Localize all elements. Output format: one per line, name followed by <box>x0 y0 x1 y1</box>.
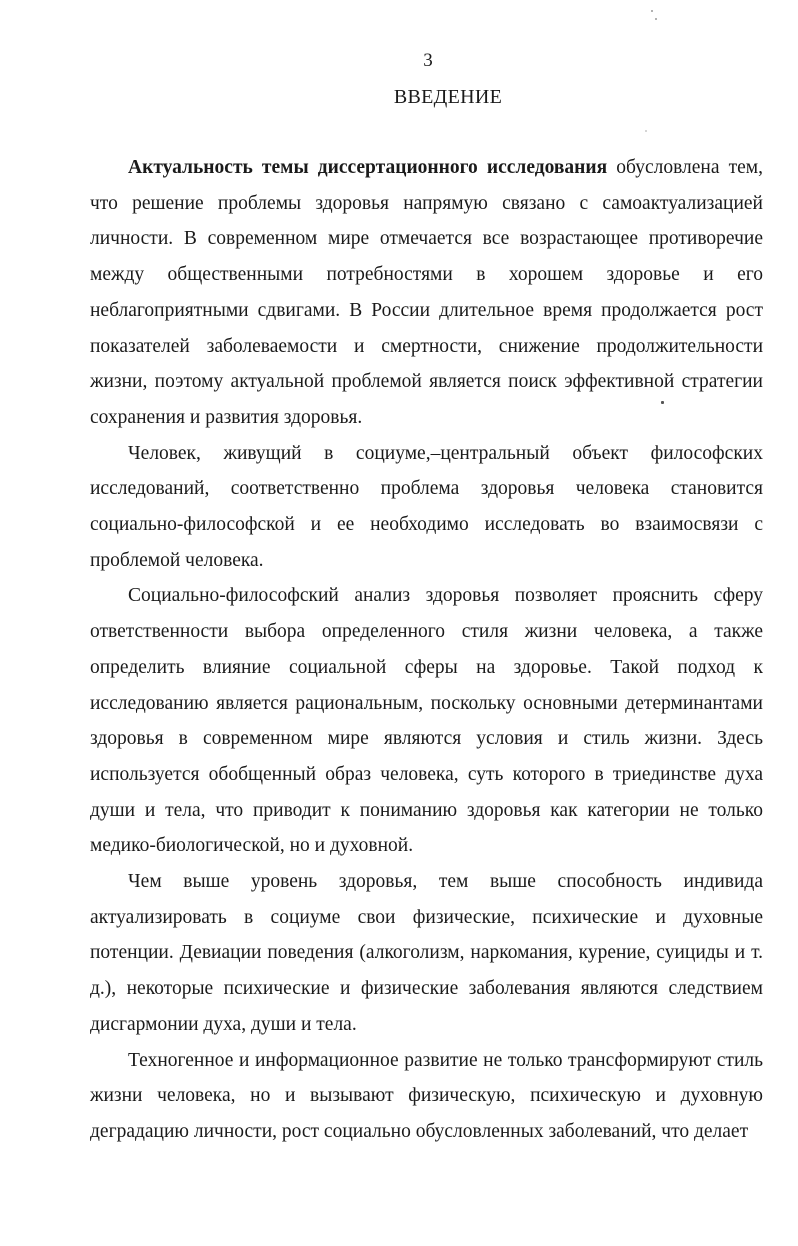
paragraph-text: обусловлена тем, что решение проблемы здоровья напрямую связано с самоактуализацией личности. В современном мире отмечается все возрастающее противоречие между общественными потребностями в хорошем здоровье и его неблагоприятными сдвигами. В России длительное время продолжается рост показателей заболеваемости и смертности, снижение продолжительности жизни, поэтому актуальной проблемой является поиск эффективной стратегии сохранения и развития здоровья. <box>90 157 763 428</box>
paragraph-socio-philosophical-analysis: Социально-философский анализ здоровья позволяет прояснить сферу ответственности выбора определенного стиля жизни человека, а также определить влияние социальной сферы на здоровье. Такой подход к исследованию является рациональным, поскольку основными детерминантами здоровья в современном мире являются условия и стиль жизни. Здесь используется обобщенный образ человека, суть которого в триединстве духа души и тела, что приводит к пониманию здоровья как категории не только медико-биологической, но и духовной. <box>90 585 763 857</box>
body-text <box>90 150 763 1150</box>
page-number: 3 <box>423 50 433 71</box>
scan-artifact <box>655 18 657 20</box>
section-heading: ВВЕДЕНИЕ <box>393 86 503 108</box>
paragraph-lead-bold: Актуальность темы диссертационного исследования <box>128 157 608 178</box>
scan-artifact <box>645 130 647 132</box>
paragraph-relevance <box>90 150 763 436</box>
scan-artifact <box>651 10 653 12</box>
paragraph-health-level: Чем выше уровень здоровья, тем выше способность индивида актуализировать в социуме свои физические, психические и духовные потенции. Девиации поведения (алкоголизм, наркомания, курение, суициды и т. д.), некоторые психические и физические заболевания являются следствием дисгармонии духа, души и тела. <box>90 871 763 1035</box>
paragraph-human-in-society: Человек, живущий в социуме,–центральный объект философских исследований, соответственно проблема здоровья человека становится социально-философской и ее необходимо исследовать во взаимосвязи с проблемой человека. <box>90 442 763 571</box>
paragraph-technogenic-development: Техногенное и информационное развитие не только трансформируют стиль жизни человека, но и вызывают физическую, психическую и духовную деградацию личности, рост социально обусловленных заболеваний, что делает <box>90 1049 763 1142</box>
